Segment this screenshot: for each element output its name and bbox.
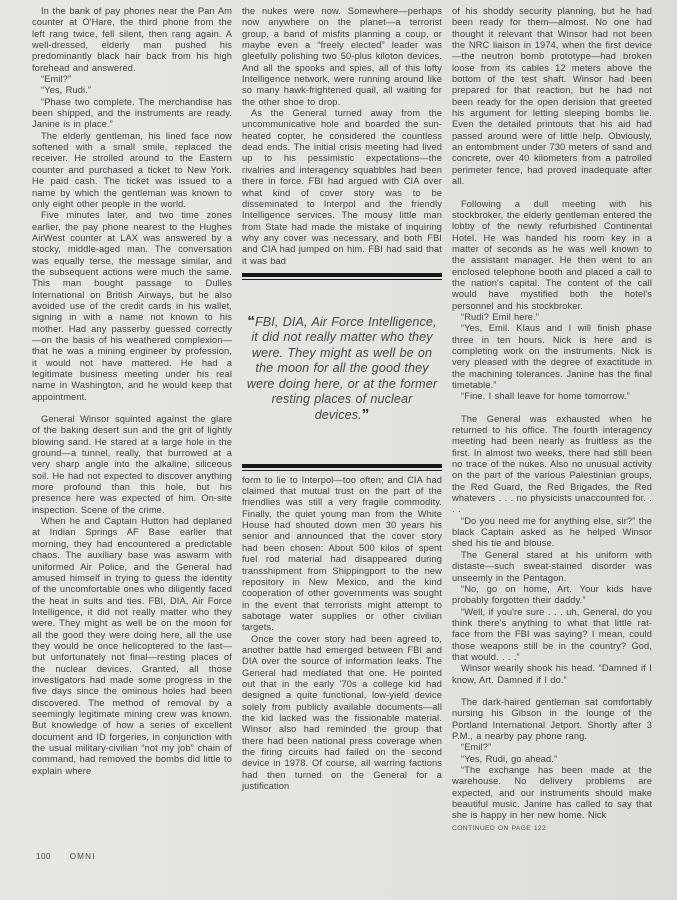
pull-quote-text [242,280,442,464]
pull-quote-top-rule [242,273,442,280]
paragraph: The General stared at his uniform with distaste—such sweat-stained disorder was unseemly in the Pentagon. [452,549,652,583]
paragraph: Five minutes later, and two time zones earlier, the pay phone nearest to the Hughes AirWest counter at LAX was answered by a stocky, middle-aged man. The conversation was equally terse, the message similar, and the subsequent actions were much the same. This man bought passage to Dulles International on British Airways, but he also avoided use of the credit cards in his wallet, signing in with a name not known to his mother. Had any passerby guessed correctly—on the basis of his weathered complexion—that he was a mining engineer by profession, it would not have mattered. He had a legitimate business meeting under his real name in Washington, and he would keep that appointment. [32,210,232,402]
column-middle-bottom [242,475,442,793]
column-middle-top [242,6,442,267]
pull-quote-bottom-rule [242,464,442,471]
open-quote-mark: “ [247,312,255,330]
column-middle [242,6,442,834]
pull-quote-block [242,273,442,471]
paragraph: “Phase two complete. The merchandise has been shipped, and the instruments are ready. Janine is in place.” [32,96,232,130]
paragraph: “Emil?” [41,74,72,85]
paragraph: Following a dull meeting with his stockbroker, the elderly gentleman entered the lobby of the newly refurbished Continental Hotel. He was handed his room key in a matter of seconds as he was well known to the assistant manager. He then went to an enclosed telephone booth and placed a call to the nation's capital. The content of the call would have mystified both the hotel's personnel and his stockbroker. [452,198,652,311]
paragraph: General Winsor squinted against the glare of the baking desert sun and the grit of lightly blowing sand. He stared at a large hole in the ground—a tunnel, really, that burrowed at a very sharp angle into the alkaline, siliceous soil. He had not expected to discover anything more profound than this hole, but his presence here was expected of him. On-site inspection. Scene of the crime. [32,414,232,515]
paragraph: “Well, if you're sure . . . uh, General, do you think there's anything to what that little rat-face from the FBI was saying? I mean, could those weapons still be in the country? God, that would. . . .” [452,606,652,662]
column-left [32,6,232,834]
paragraph: Winsor wearily shook his head. “Damned if I know, Art. Damned if I do.” [452,663,652,685]
paragraph: The General was exhausted when he returned to his office. The fourth interagency meeting had been nearly as fruitless as the first. In almost two weeks, there had still been no trace of the nukes. Also no unusual activity on the part of the various Palestinian groups, the Red Guard, the Red Brigades, the Red whatevers . . . no physicists unaccounted for. . . . [452,413,652,515]
paragraph: of his shoddy security planning, but he had been ready for them—almost. No one had thought it relevant that Winsor had not been the NRC liaison in 1974, when the first device—the neutron bomb prototype—had broken loose from its cables 12 meters above the bottom of the test shaft. Winsor had been prepared for that reaction, but he had not been ready for the open derision that greeted his argument for letting sleeping bombs lie. Even the detailed printouts that his aid had passed around were of little help. Obviously, an entombment under 730 meters of sand and concrete, over 40 kilometers from a patrolled perimeter fence, had proved inadequate after all. [452,6,652,187]
paragraph: “Yes, Rudi.” [41,85,92,96]
paragraph: “Fine. I shall leave for home tomorrow.” [461,391,630,402]
paragraph: “Rudi? Emil here.” [461,311,539,322]
paragraph: In the bank of pay phones near the Pan Am counter at O'Hare, the third phone from the left rang twice, fell silent, then rang again. A well-dressed, elderly man pushed his predominantly black hair back from his high forehead and answered. [32,6,232,73]
paragraph: When he and Captain Hutton had deplaned at Indian Springs AF Base earlier that morning, they had encountered a predictable chaos. The auxiliary base was aswarm with uniformed Air Police, and the General had amused himself in trying to guess the identity of the uncomfortable ones who diligently faced the heat in suits and ties. FBI, DIA, Air Force Intelligence, it did not really matter who they were. They might as well be on the moon for all the good they were doing here, all the use they would be once helicoptered to the last—but unfortunately not final—resting places of the nuclear devices. Granted, all those investigators had made some progress in the five days since the ominous holes had been discovered. The method of removal by a seemingly legitimate mining crew was known. But knowledge of how a series of excellent document and ID forgeries, in conjunction with the usual military-civilian “not my job” chain of command, had removed the bombs did little to explain where [32,516,232,776]
column-right [452,6,652,834]
paragraph: The elderly gentleman, his lined face now softened with a small smile, replaced the receiver. He strolled around to the Eastern counter and purchased a ticket to New York. He paid cash. The ticket was issued to a name by which the gentleman was known to only eight other people in the world. [32,130,232,209]
magazine-name: OMNI [69,852,96,861]
paragraph: “No, go on home, Art. Your kids have probably forgotten their daddy.” [452,583,652,606]
pull-quote-body: FBI, DIA, Air Force Intelligence, it did not really matter who they were. They might as well be on the moon for all the good they were doing here, or at the former resting places of nuclear devices. [246,314,438,423]
page-number: 100 [36,852,51,861]
paragraph: “Yes, Rudi, go ahead.” [461,753,558,764]
paragraph: “Emil?” [461,742,492,753]
paragraph: form to lie to Interpol—too often; and CIA had claimed that mutual trust on the part of the friendlies was still a very fragile commodity. Finally, the quiet young man from the White House had shouted down men 30 years his senior and announced that the cover story had been chosen: About 500 kilos of spent fuel rod material had disappeared during transshipment from Shippingport to the new repository in New Mexico, and the kind cooperation of other governments was sought in the event that terrorists might attempt to sabotage water supplies or other civilian targets. [242,474,442,633]
paragraph: As the General turned away from the uncommunicative hole and boarded the sun-heated copter, he considered the countless dead ends. The initial crisis meeting had lived up to his pessimistic expectations—the rivalries and interagency squabbles had been there in force. FBI had argued with CIA over what kind of cover story was to be disseminated to Interpol and the friendly Intelligence services. The mousy little man from State had made the mistake of inquiring why any cover was necessary, and both FBI and CIA had jumped on him. FBI had said that it was bad [242,108,442,266]
paragraph: “The exchange has been made at the warehouse. No delivery problems are expected, and our instruments should make beautiful music. Janine has called to say that she is happy in her new home. Nick [452,765,652,821]
paragraph: the nukes were now. Somewhere—perhaps now anywhere on the planet—a terrorist group, a band of misfits planning a coup, or maybe even a “freely elected” leader was gleefully polishing two 50-plus kiloton devices. And all the spooks and spies, all of this lofty Intelligence network, were running around like so many hawk-frightened quail, all waiting for the other shoe to drop. [242,6,442,107]
paragraph: The dark-haired gentleman sat comfortably nursing his Gibson in the lounge of the Portland International Jetport. Shortly after 3 P.M., a nearby pay phone rang. [452,696,652,741]
page-footer [36,852,96,861]
paragraph: “Yes, Emil. Klaus and I will finish phase three in ten hours. Nick is here and is completing work on the instruments. Nick is very pleased with the degree of exactitude in the machining tolerances. Janine has the final timetable.” [452,323,652,390]
continued-note: CONTINUED ON PAGE 122 [452,824,547,832]
paragraph: Once the cover story had been agreed to, another battle had emerged between FBI and DIA over the source of information leaks. The General had mediated that one. He pointed out that in the early '70s a college kid had designed a quite functional, low-yield device solely from publicly available documents—all the kid lacked was the fissionable material. Winsor also had reminded the group that there had been national press coverage when the firing circuits had failed on the second device in 1978. Of course, all warring factions had then turned on the General for a justification [242,633,442,792]
close-quote-mark: ” [361,406,370,424]
paragraph: “Do you need me for anything else, sir?” the black Captain asked as he helped Winsor shed his tie and blouse. [452,515,652,549]
text-columns [32,6,677,834]
